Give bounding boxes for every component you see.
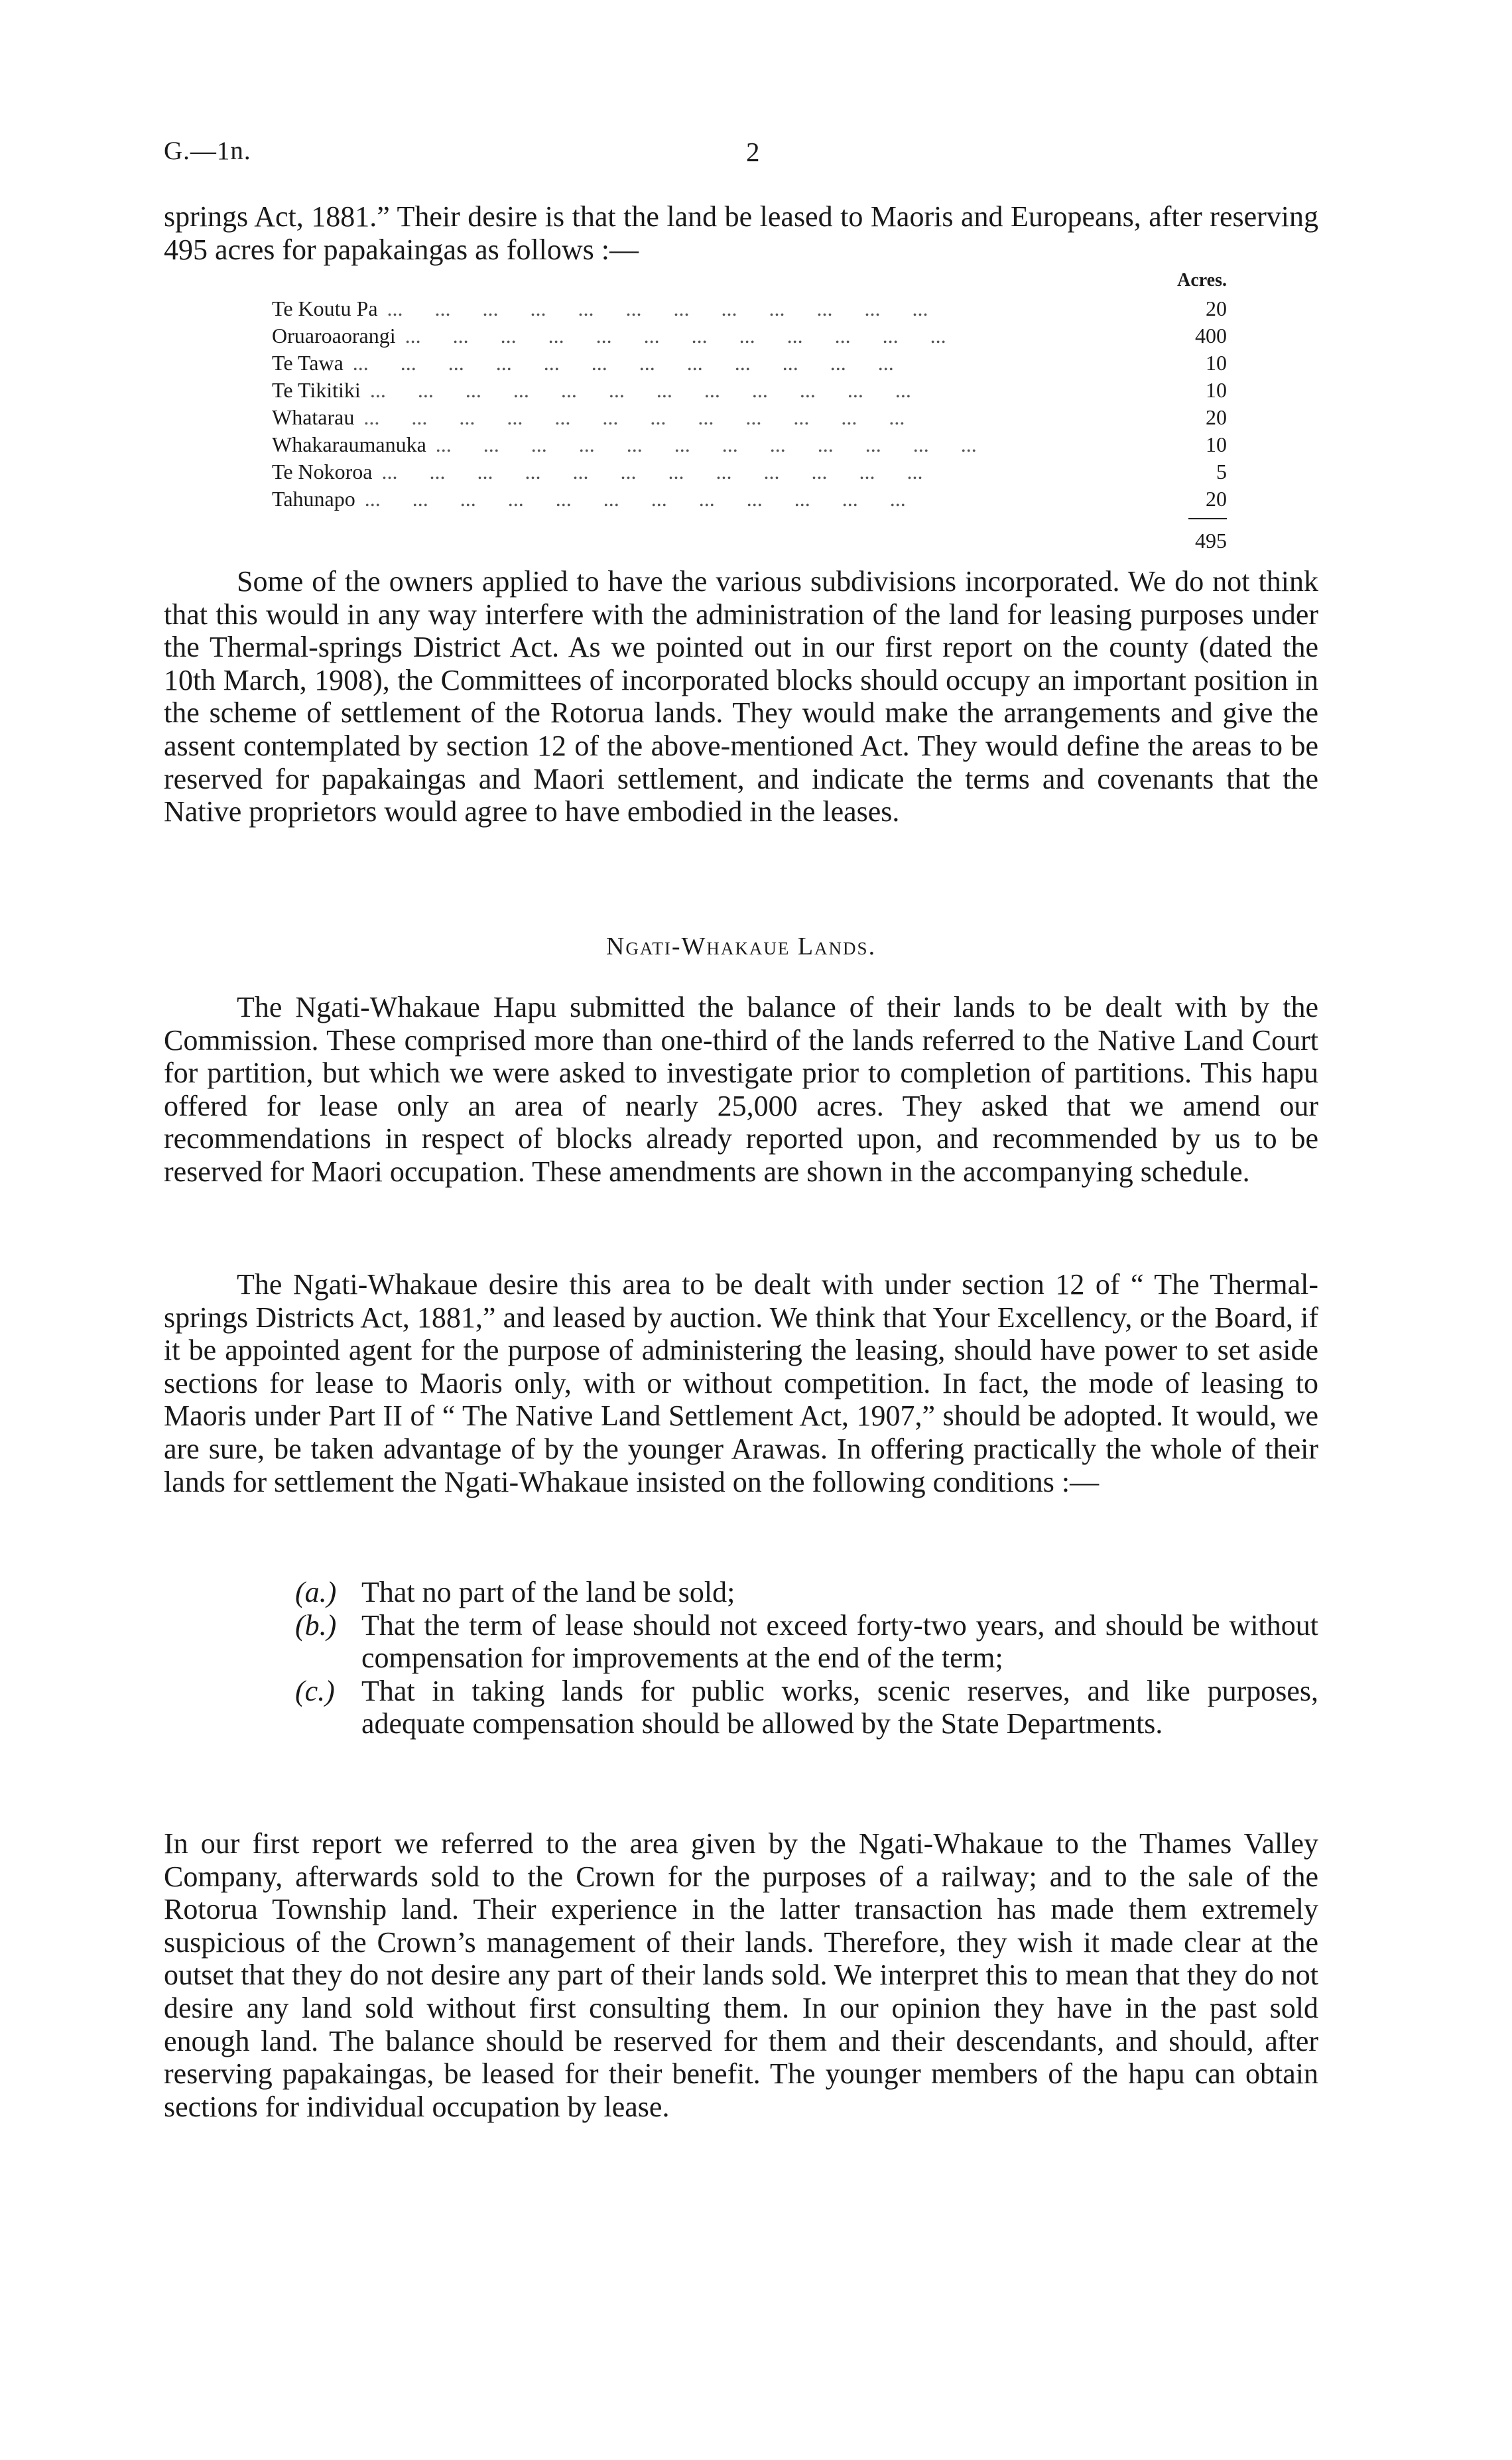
acres-total: 495 [1195,529,1227,552]
condition-text: That in taking lands for public works, scenic reserves, and like purposes, adequate compensation should be allowed by the State Departments. [361,1674,1318,1740]
table-row [272,487,1227,514]
table-row [272,432,1227,460]
block-name: Whakaraumanuka [272,432,426,456]
block-name: Oruaroaorangi [272,324,396,348]
condition-label: (a.) [295,1576,337,1608]
leader-dots: ... ... ... ... ... ... ... ... ... ... ... ... [387,296,928,320]
block-name: Te Nokoroa [272,460,373,484]
paragraph-leasing-desire: The Ngati-Whakaue desire this area to be dealt with under section 12 of “ The Thermal-springs Districts Act, 1881,” and leased by auction. We think that Your Excellency, or the Board, if it be appointed agent for the purpose of administering the leasing, should have power to set aside sections for lease to Maoris only, with or without competition. In fact, the mode of leasing to Maoris under Part II of “ The Native Land Settlement Act, 1907,” should be adopted. It would, we are sure, be taken advantage of by the younger Arawas. In offering practically the whole of their lands for settlement the Ngati-Whakaue insisted on the following conditions :— [164,1268,1318,1498]
document-reference: G.—1n. [164,137,251,165]
condition-label: (b.) [295,1608,337,1642]
list-item [295,1675,1318,1740]
block-name: Te Tikitiki [272,378,361,402]
acres-value: 10 [1206,351,1227,375]
list-item [295,1576,1318,1609]
condition-text: That the term of lease should not exceed forty-two years, and should be without compensation for improvements at the end of the term; [361,1608,1318,1675]
condition-label: (c.) [295,1674,335,1707]
list-item [295,1609,1318,1675]
section-heading: Ngati-Whakaue Lands. [605,933,877,960]
conditions-list [295,1576,1318,1740]
acres-value: 400 [1195,324,1227,348]
table-row [272,405,1227,432]
leader-dots: ... ... ... ... ... ... ... ... ... ... ... ... [352,351,894,375]
page-number: 2 [746,137,760,167]
acres-value: 20 [1206,487,1227,511]
table-row [272,460,1227,487]
table-row [272,296,1227,324]
acres-column-header: Acres. [1177,270,1227,291]
block-name: Te Tawa [272,351,344,375]
table-row [272,351,1227,378]
leader-dots: ... ... ... ... ... ... ... ... ... ... ... ... [363,405,905,429]
acres-value: 20 [1206,296,1227,320]
paragraph-incorporation: Some of the owners applied to have the various subdivisions incorporated. We do not think that this would in any way interfere with the administration of the land for leasing purposes under the Thermal-springs District Act. As we pointed out in our first report on the county (dated the 10th March, 1908), the Committees of incorporated blocks should occupy an important position in the scheme of settlement of the Rotorua lands. They would make the arrangements and give the assent contemplated by section 12 of the above-mentioned Act. They would define the areas to be reserved for papakaingas and Maori settlement, and indicate the terms and covenants that the Native proprietors would agree to have embodied in the leases. [164,565,1318,828]
acres-value: 10 [1206,432,1227,456]
paragraph-first-report-reference: In our first report we referred to the area given by the Ngati-Whakaue to the Thames Valley Company, afterwards sold to the Crown for the purposes of a railway; and to the sale of the Rotorua Township land. Their experience in the latter transaction has made them extremely suspicious of the Crown’s management of their lands. Therefore, they wish it made clear at the outset that they do not desire any part of their lands sold. We interpret this to mean that they do not desire any land sold without first consulting them. In our opinion they have in the past sold enough land. The balance should be reserved for them and their descendants, and should, after reserving papakaingas, be leased for their benefit. The younger members of the hapu can obtain sections for individual occupation by lease. [164,1827,1318,2123]
table-row [272,324,1227,351]
condition-text: That no part of the land be sold; [361,1576,735,1608]
block-name: Whatarau [272,405,355,429]
acres-value: 5 [1216,460,1227,484]
acres-value: 20 [1206,405,1227,429]
block-name: Tahunapo [272,487,355,511]
intro-paragraph: springs Act, 1881.” Their desire is that the land be leased to Maoris and Europeans, after reserving 495 acres for papakaingas as follows :— [164,200,1318,266]
leader-dots: ... ... ... ... ... ... ... ... ... ... ... ... [405,324,946,348]
leader-dots: ... ... ... ... ... ... ... ... ... ... ... ... [381,460,923,484]
leader-dots: ... ... ... ... ... ... ... ... ... ... ... ... [369,378,911,402]
leader-dots: ... ... ... ... ... ... ... ... ... ... ... ... [364,487,906,511]
paragraph-ngati-whakaue-submission: The Ngati-Whakaue Hapu submitted the balance of their lands to be dealt with by the Commission. These comprised more than one-third of the lands referred to the Native Land Court for partition, but which we were asked to investigate prior to completion of partitions. This hapu offered for lease only an area of nearly 25,000 acres. They asked that we amend our recommendations in respect of blocks already reported upon, and recommended by us to be reserved for Maori occupation. These amendments are shown in the accompanying schedule. [164,991,1318,1188]
acres-value: 10 [1206,378,1227,402]
total-rule [1188,518,1227,519]
block-name: Te Koutu Pa [272,296,378,320]
leader-dots: ... ... ... ... ... ... ... ... ... ... ... ... [435,432,977,456]
table-row [272,378,1227,405]
page-header [164,136,1324,176]
